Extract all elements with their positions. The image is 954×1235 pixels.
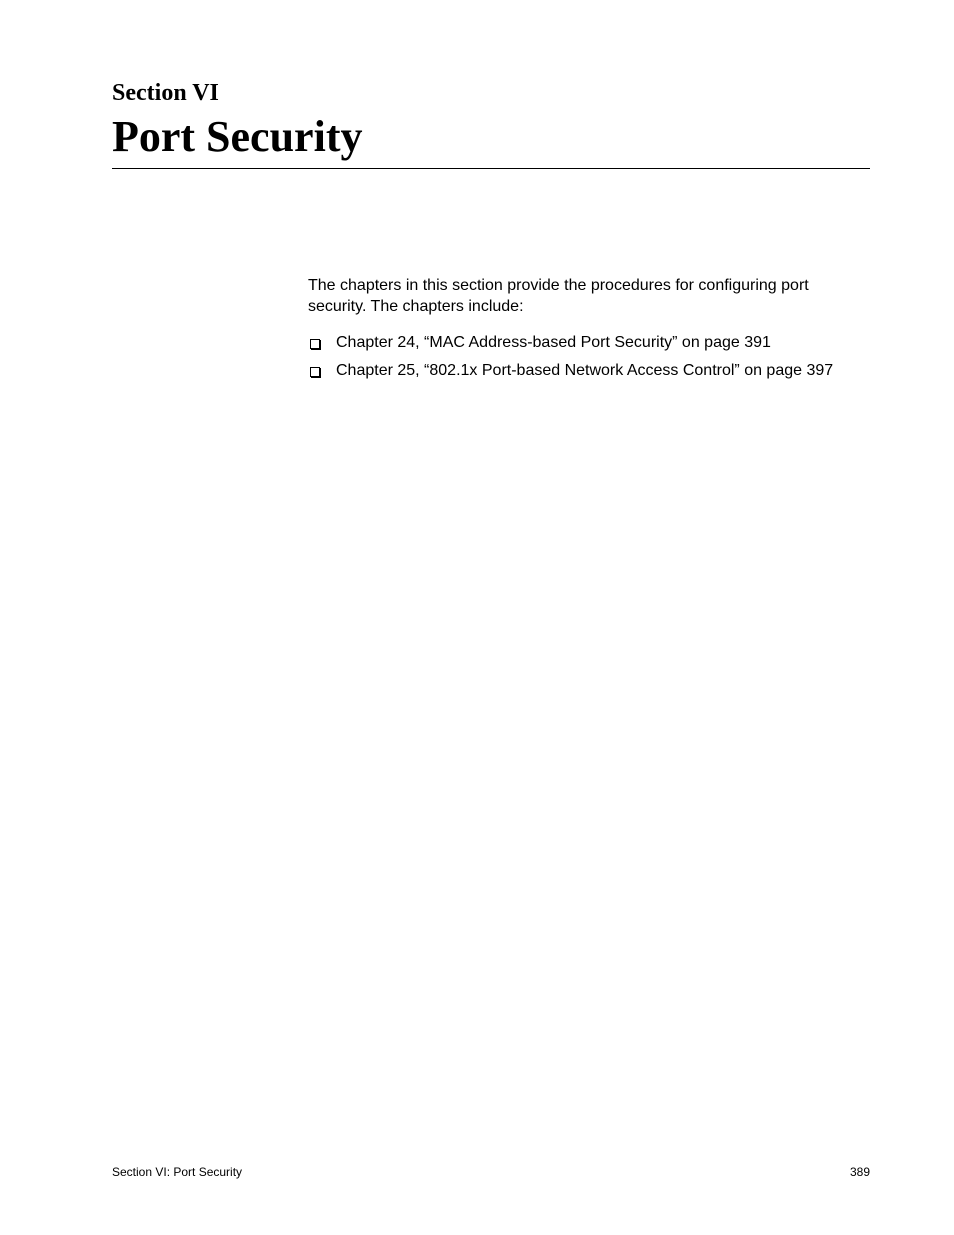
intro-paragraph: The chapters in this section provide the procedures for configuring port security. The chapters include: [308, 277, 809, 315]
chapter-list [308, 332, 888, 388]
footer-section-title: Section VI: Port Security [112, 1165, 243, 1179]
checkbox-bullet-icon [310, 339, 320, 349]
footer-page-number: 389 [849, 1165, 870, 1179]
chapter-list-item[interactable] [308, 332, 888, 360]
chapter-list-item[interactable] [308, 360, 888, 388]
chapter-link[interactable]: Chapter 25, “802.1x Port-based Network Access Control” on page 397 [336, 362, 834, 379]
section-label: Section VI [112, 80, 219, 106]
page-title: Port Security [112, 112, 363, 161]
checkbox-bullet-icon [310, 367, 320, 377]
title-rule [112, 168, 870, 169]
chapter-link[interactable]: Chapter 24, “MAC Address-based Port Security” on page 391 [336, 334, 771, 351]
